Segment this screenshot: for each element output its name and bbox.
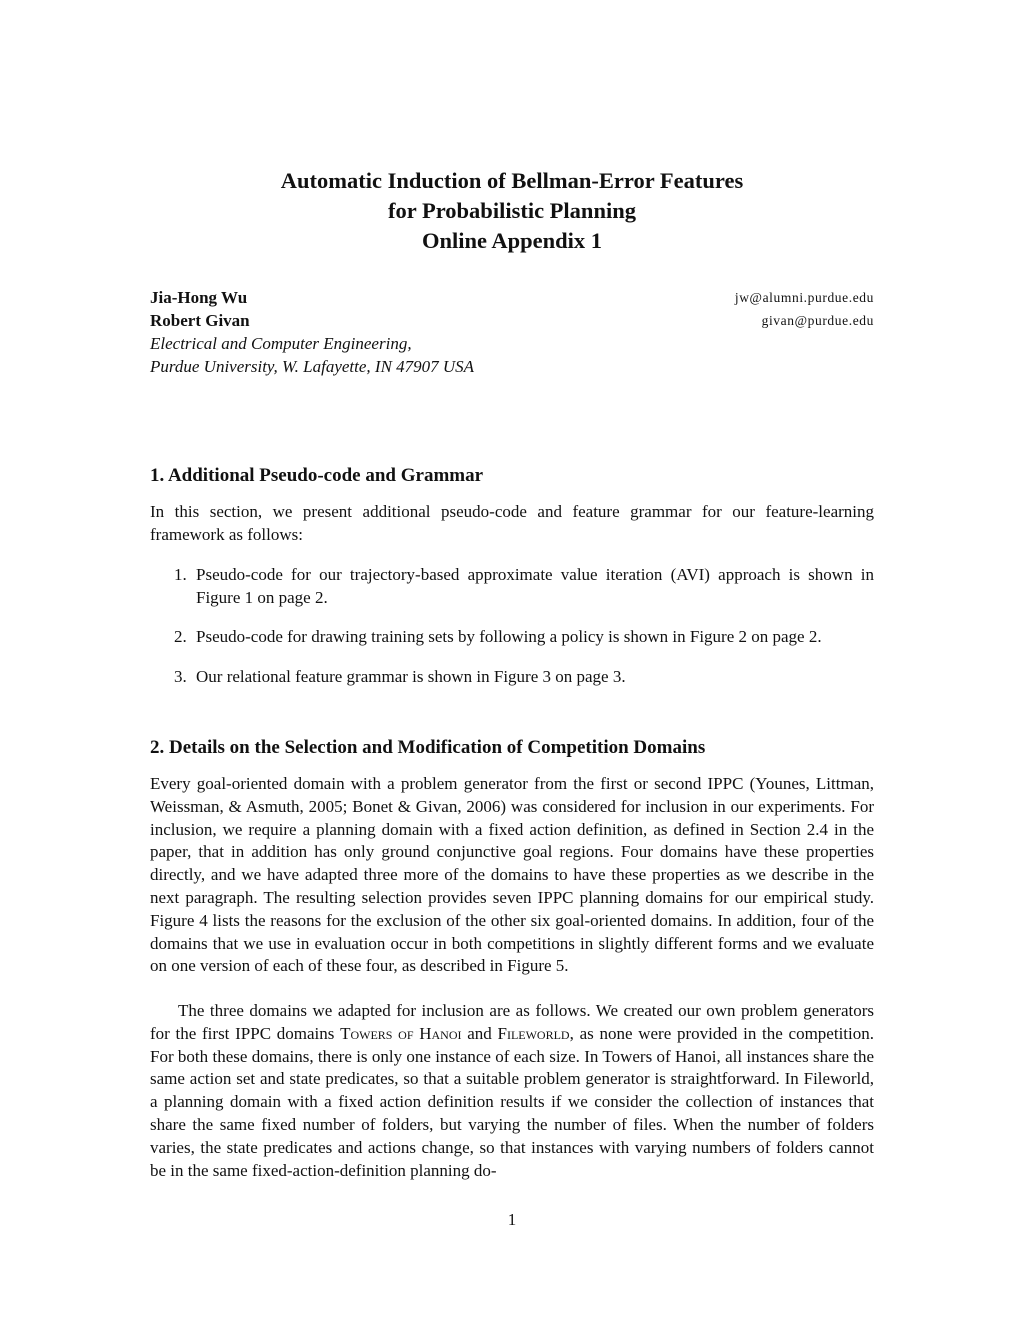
paragraph-text: The three domains we adapted for inclusion are as follows. We created our own problem generators for the first IPPC domains	[150, 1001, 874, 1043]
paper-title	[150, 166, 874, 256]
section-2-paragraph-2	[150, 1000, 874, 1182]
paper-page	[150, 0, 874, 1325]
author-row	[150, 309, 874, 332]
list-item-text: Pseudo-code for our trajectory-based approximate value iteration (AVI) approach is shown in Figure 1 on page 2.	[196, 565, 874, 607]
affiliation-line-2: Purdue University, W. Lafayette, IN 47907 USA	[150, 357, 475, 376]
list-item-number: 3.	[174, 667, 187, 686]
author-email: givan@purdue.edu	[761, 313, 874, 328]
section-1-list	[150, 564, 874, 689]
list-item	[150, 626, 874, 666]
list-item	[150, 564, 874, 626]
author-name: Jia-Hong Wu	[150, 288, 248, 307]
author-name: Robert Givan	[150, 311, 250, 330]
paragraph-text: and	[461, 1023, 498, 1043]
section-1-intro: In this section, we present additional pseudo-code and feature grammar for our feature-learning framework as follows:	[150, 502, 874, 544]
paragraph-text: , as none were provided in the competition. For both these domains, there is only one instance of each size. In Towers of Hanoi, all instances share the same action set and state predicates, so that a suitable problem generator is straightforward. In Fileworld, a planning domain with a fixed action definition results if we consider the collection of instances that share the same fixed number of folders, but varying the number of files. When the number of folders varies, the state predicates and actions change, so that instances with varying numbers of folders cannot be in the same fixed-action-definition planning do-	[150, 1023, 874, 1180]
page-number: 1	[507, 1210, 517, 1229]
section-2-heading: 2. Details on the Selection and Modification of Competition Domains	[150, 737, 706, 758]
title-line-2: for Probabilistic Planning	[388, 198, 636, 223]
author-row	[150, 286, 874, 309]
section-2-paragraph-1: Every goal-oriented domain with a problem generator from the first or second IPPC (Younes, Littman, Weissman, & Asmuth, 2005; Bonet & Givan, 2006) was considered for inclusion in our experiments. For inclusion, we require a planning domain with a fixed action definition, as defined in Section 2.4 in the paper, that in addition has only ground conjunctive goal regions. Four domains have these properties directly, and we have adapted three more of the domains to have these properties as we describe in the next paragraph. The resulting selection provides seven IPPC planning domains for our empirical study. Figure 4 lists the reasons for the exclusion of the other six goal-oriented domains. In addition, four of the domains that we use in evaluation occur in both competitions in slightly different forms and we evaluate on one version of each of these four, as described in Figure 5.	[150, 774, 874, 976]
list-item-number: 2.	[174, 627, 187, 646]
list-item-text: Pseudo-code for drawing training sets by following a policy is shown in Figure 2 on page 2.	[196, 627, 822, 646]
title-line-3: Online Appendix 1	[421, 228, 603, 253]
list-item-number: 1.	[174, 565, 187, 584]
list-item-text: Our relational feature grammar is shown in Figure 3 on page 3.	[196, 667, 626, 686]
domain-name-towers-of-hanoi: Towers of Hanoi	[340, 1023, 462, 1043]
affiliation-line-1: Electrical and Computer Engineering,	[150, 334, 412, 353]
author-block	[150, 286, 874, 378]
title-line-1: Automatic Induction of Bellman-Error Features	[280, 168, 744, 193]
section-1-heading: 1. Additional Pseudo-code and Grammar	[150, 465, 484, 486]
list-item	[150, 666, 874, 689]
domain-name-fileworld: Fileworld	[497, 1023, 570, 1043]
author-email: jw@alumni.purdue.edu	[734, 290, 874, 305]
